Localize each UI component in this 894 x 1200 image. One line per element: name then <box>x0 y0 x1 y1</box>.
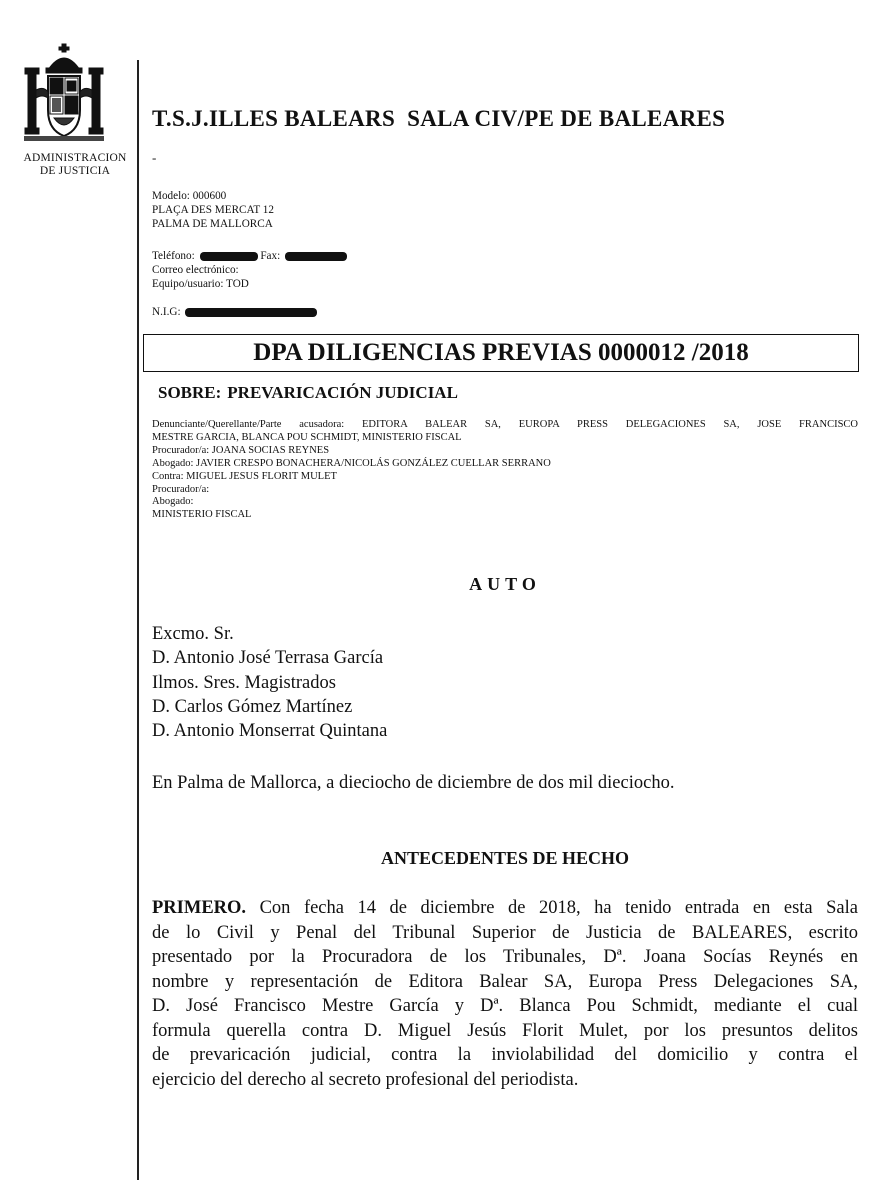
margin-rule <box>137 60 139 1180</box>
contact-block <box>152 249 347 291</box>
primero-label: PRIMERO. <box>152 898 247 918</box>
spanish-coat-of-arms-icon <box>24 40 128 152</box>
court-header: T.S.J.ILLES BALEARS SALA CIV/PE DE BALEARES <box>152 106 726 131</box>
nig-label: N.I.G: <box>152 306 181 318</box>
procurador-2-line: Procurador/a: <box>152 483 210 495</box>
magistrate-line: Excmo. Sr. <box>152 624 234 644</box>
paragraph-line: formula querella contra D. Miguel Jesús Florit Mulet, por los presuntos delitos <box>152 1020 858 1041</box>
city-line: PALMA DE MALLORCA <box>152 218 273 230</box>
paragraph-line: de lo Civil y Penal del Tribunal Superior de Justicia de BALEARES, escrito <box>152 922 858 943</box>
magistrate-line: D. Antonio José Terrasa García <box>152 648 384 669</box>
denunciante-line-1: Denunciante/Querellante/Parte acusadora: EDITORA BALEAR SA, EUROPA PRESS DELEGACIONES SA, JOSE FRANCISCO <box>152 419 858 430</box>
paragraph-line: de prevaricación judicial, contra la inviolabilidad del domicilio y contra el <box>152 1045 858 1065</box>
paragraph-line <box>152 896 858 921</box>
phone-fax-line <box>152 249 347 263</box>
paragraph-line-text: Con fecha 14 de diciembre de 2018, ha tenido entrada en esta Sala <box>246 898 858 918</box>
redacted-fax <box>285 252 347 261</box>
redacted-nig <box>185 308 317 317</box>
procurador-line: Procurador/a: JOANA SOCIAS REYNES <box>152 444 330 456</box>
admin-label-line-1: ADMINISTRACION <box>23 152 127 164</box>
denunciante-line-2: MESTRE GARCIA, BLANCA POU SCHMIDT, MINISTERIO FISCAL <box>152 431 462 443</box>
paragraph-line: ejercicio del derecho al secreto profesional del periodista. <box>152 1069 579 1090</box>
primero-paragraph <box>152 896 858 1092</box>
place-date-line: En Palma de Mallorca, a dieciocho de diciembre de dos mil dieciocho. <box>152 773 675 793</box>
coat-of-arms-emblem <box>24 40 128 152</box>
street-line: PLAÇA DES MERCAT 12 <box>152 204 274 216</box>
paragraph-line: presentado por la Procuradora de los Tribunales, Dª. Joana Socías Reynés en <box>152 947 858 967</box>
antecedentes-heading: ANTECEDENTES DE HECHO <box>380 848 630 868</box>
fax-label: Fax: <box>260 250 281 262</box>
telefono-label: Teléfono: <box>152 250 195 262</box>
redacted-phone <box>200 252 258 261</box>
subject-value: PREVARICACIÓN JUDICIAL <box>227 383 458 402</box>
header-dash: - <box>152 150 157 165</box>
correo-line: Correo electrónico: <box>152 264 239 276</box>
admin-label-line-2: DE JUSTICIA <box>39 165 111 177</box>
paragraph-line: D. José Francisco Mestre García y Dª. Blanca Pou Schmidt, mediante el cual <box>152 996 858 1016</box>
parties-block <box>152 419 858 522</box>
magistrate-line: D. Antonio Monserrat Quintana <box>152 721 388 742</box>
administration-label <box>10 152 140 178</box>
case-title-box <box>143 334 859 372</box>
abogado-2-line: Abogado: <box>152 496 194 508</box>
magistrates-list <box>152 622 387 743</box>
magistrate-line: Ilmos. Sres. Magistrados <box>152 672 336 693</box>
modelo-line: Modelo: 000600 <box>152 190 227 202</box>
contra-line: Contra: MIGUEL JESUS FLORIT MULET <box>152 470 337 482</box>
abogado-line: Abogado: JAVIER CRESPO BONACHERA/NICOLÁS GONZÁLEZ CUELLAR SERRANO <box>152 457 551 469</box>
magistrate-line: D. Carlos Gómez Martínez <box>152 696 353 717</box>
fiscal-line: MINISTERIO FISCAL <box>152 509 252 521</box>
paragraph-line: nombre y representación de Editora Balear SA, Europa Press Delegaciones SA, <box>152 971 858 992</box>
case-title: DPA DILIGENCIAS PREVIAS 0000012 /2018 <box>253 339 749 366</box>
equipo-line: Equipo/usuario: TOD <box>152 278 249 290</box>
auto-heading: AUTO <box>469 574 541 594</box>
address-block <box>152 189 274 231</box>
nig-line <box>152 305 317 319</box>
subject-line <box>152 383 458 403</box>
subject-label: SOBRE: <box>158 383 222 402</box>
